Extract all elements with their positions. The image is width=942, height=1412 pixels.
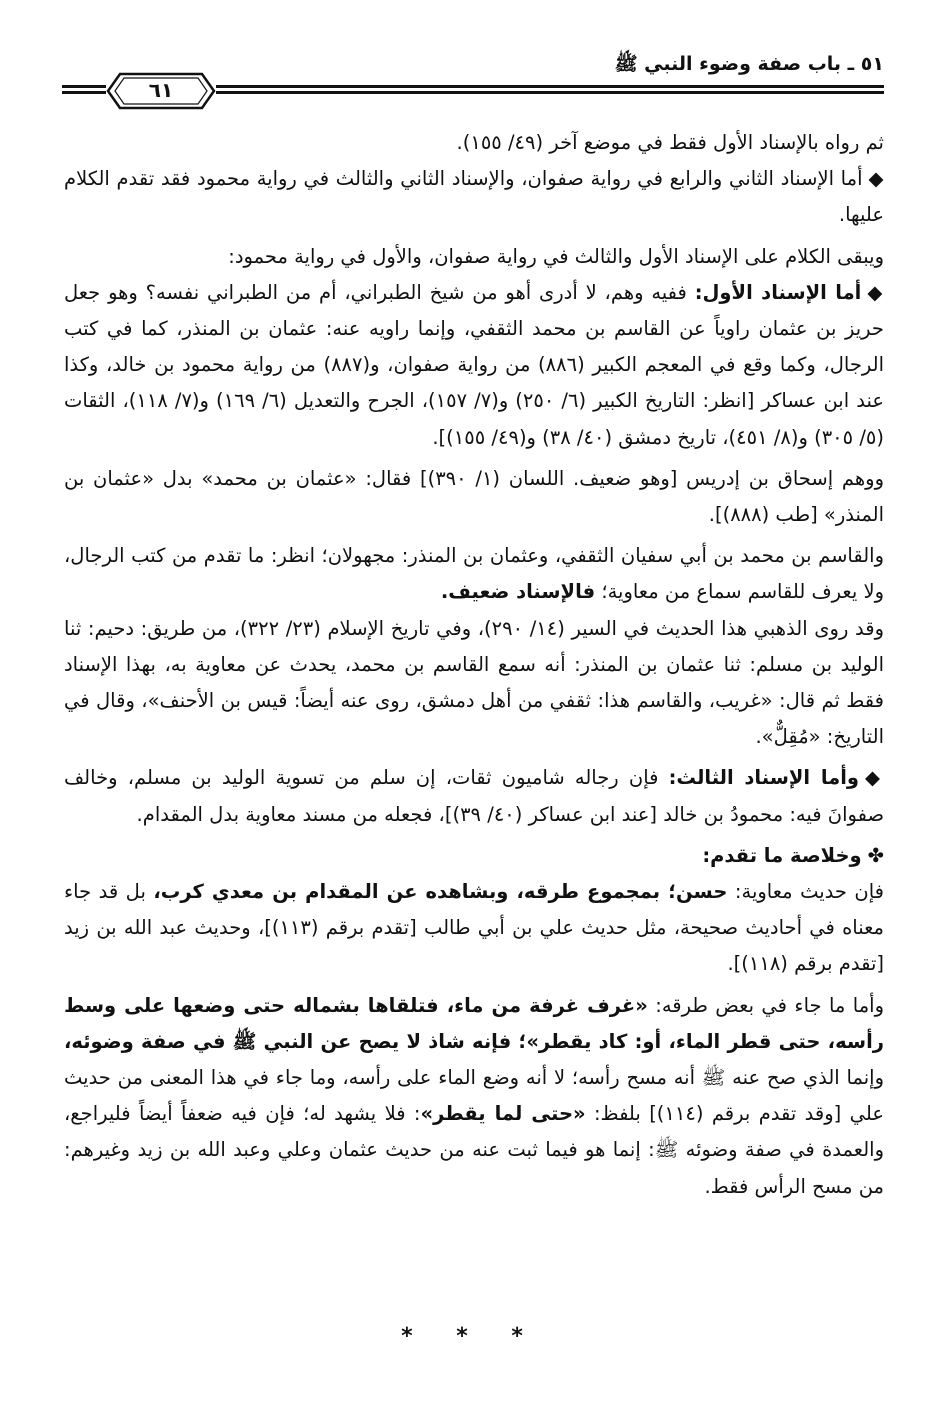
page-number: ٦١ bbox=[148, 78, 174, 102]
summary-heading bbox=[64, 838, 884, 874]
summary-paragraph-1: فإن حديث معاوية: حسن؛ بمجموع طرقه، وبشاهده عن المقدام بن معدي كرب، بل قد جاء معناه في أحاديث صحيحة، مثل حديث علي بن أبي طالب [تقدم برقم (١١٣)]، وحديث عبد الله بن زيد [تقدم برقم (١١٨)]. bbox=[64, 880, 885, 976]
paragraph-tail: فالإسناد ضعيف. bbox=[440, 580, 596, 604]
summary-title: وخلاصة ما تقدم: bbox=[702, 843, 862, 867]
paragraph-2: ◆أما الإسناد الثاني والرابع في رواية صفوان، والإسناد الثاني والثالث في رواية محمود فقد تقدم الكلام عليها. bbox=[64, 167, 884, 227]
summary-bold: «حتى لما يقطر» bbox=[420, 1102, 586, 1126]
running-head: ٥١ ـ باب صفة وضوء النبي ﷺ bbox=[614, 53, 884, 75]
paragraph-lead: أما الإسناد الأول: bbox=[694, 280, 862, 304]
paragraph-6: والقاسم بن محمد بن أبي سفيان الثقفي، وعثمان بن المنذر: مجهولان؛ انظر: ما تقدم من كتب الرجال، ولا يعرف للقاسم سماع من معاوية؛ فالإسناد ضعيف. bbox=[64, 544, 884, 604]
end-mark: * * * bbox=[401, 1324, 541, 1349]
paragraph-1: ثم رواه بالإسناد الأول فقط في موضع آخر (٤٩/ ١٥٥). bbox=[456, 131, 884, 154]
bullet-icon: ◆ bbox=[867, 280, 884, 304]
bullet-icon: ◆ bbox=[865, 766, 885, 790]
flower-icon: ✤ bbox=[867, 843, 884, 867]
paragraph-4: ◆أما الإسناد الأول: ففيه وهم، لا أدرى أهو من شيخ الطبراني، أم من الطبراني نفسه؟ وهو جعل حريز بن عثمان راوياً عن القاسم بن محمد الثقفي، وإنما راويه عنه: عثمان بن المنذر، كما في كتب الرجال، وكما وقع في المعجم الكبير (٨٨٦) من رواية صفوان، و(٨٨٧) من رواية محمود بن خالد، وكذا عند ابن عساكر [انظر: التاريخ الكبير (٦/ ٢٥٠) و(٧/ ١٥٧)، الجرح والتعديل (٦/ ١٦٩) و(٧/ ١١٨)، الثقات (٥/ ٣٠٥) و(٨/ ٤٥١)، تاريخ دمشق (٤٠/ ٣٨) و(٤٩/ ١٥٥)]. bbox=[64, 280, 884, 449]
summary-bold: حسن؛ بمجموع طرقه، وبشاهده عن المقدام بن معدي كرب، bbox=[153, 880, 728, 904]
header-rule-right bbox=[216, 85, 884, 97]
page-number-frame bbox=[106, 72, 216, 110]
paragraph-lead: وأما الإسناد الثالث: bbox=[668, 766, 860, 790]
page-header bbox=[62, 52, 884, 124]
bullet-icon: ◆ bbox=[868, 167, 884, 191]
body-text bbox=[64, 125, 884, 1205]
summary-bold: «غرف غرفة من ماء، فتلقاها بشماله حتى وضعها على وسط رأسه، حتى قطر الماء، أو: كاد يقطر»؛ فإنه شاذ لا يصح عن النبي ﷺ في صفة وضوئه، bbox=[64, 993, 884, 1053]
paragraph-5: ووهم إسحاق بن إدريس [وهو ضعيف. اللسان (١/ ٣٩٠)] فقال: «عثمان بن محمد» بدل «عثمان بن المنذر» [طب (٨٨٨)]. bbox=[64, 466, 884, 527]
paragraph-3: ويبقى الكلام على الإسناد الأول والثالث في رواية صفوان، والأول في رواية محمود: bbox=[228, 244, 884, 268]
header-rule-left bbox=[62, 85, 106, 97]
summary-paragraph-2: وأما ما جاء في بعض طرقه: «غرف غرفة من ماء، فتلقاها بشماله حتى وضعها على وسط رأسه، حتى قطر الماء، أو: كاد يقطر»؛ فإنه شاذ لا يصح عن النبي ﷺ في صفة وضوئه، وإنما الذي صح عنه ﷺ أنه مسح رأسه؛ لا أنه وضع الماء على رأسه، وما جاء في هذا المعنى من حديث علي [وقد تقدم برقم (١١٤)] بلفظ: «حتى لما يقطر»: فلا يشهد له؛ فإن فيه ضعفاً أيضاً فليراجع، والعمدة في صفة وضوئه ﷺ: إنما هو فيما ثبت عنه من حديث عثمان وعلي وعبد الله بن زيد وغيرهم: من مسح الرأس فقط. bbox=[64, 993, 884, 1198]
paragraph-7: وقد روى الذهبي هذا الحديث في السير (١٤/ ٢٩٠)، وفي تاريخ الإسلام (٢٣/ ٣٢٢)، من طريق: دحيم: ثنا الوليد بن مسلم: ثنا عثمان بن المنذر: أنه سمع القاسم بن محمد، يحدث عن معاوية به، بهذا الإسناد فقط ثم قال: «غريب، والقاسم هذا: ثقفي من أهل دمشق، روى عنه أيضاً: قيس بن الأحنف»، وقال في التاريخ: «مُقِلٌّ». bbox=[64, 616, 884, 749]
paragraph-8: ◆وأما الإسناد الثالث: فإن رجاله شاميون ثقات، إن سلم من تسوية الوليد بن مسلم، وخالف صفوانَ فيه: محمودُ بن خالد [عند ابن عساكر (٤٠/ ٣٩)]، فجعله من مسند معاوية بدل المقدام. bbox=[64, 766, 885, 826]
